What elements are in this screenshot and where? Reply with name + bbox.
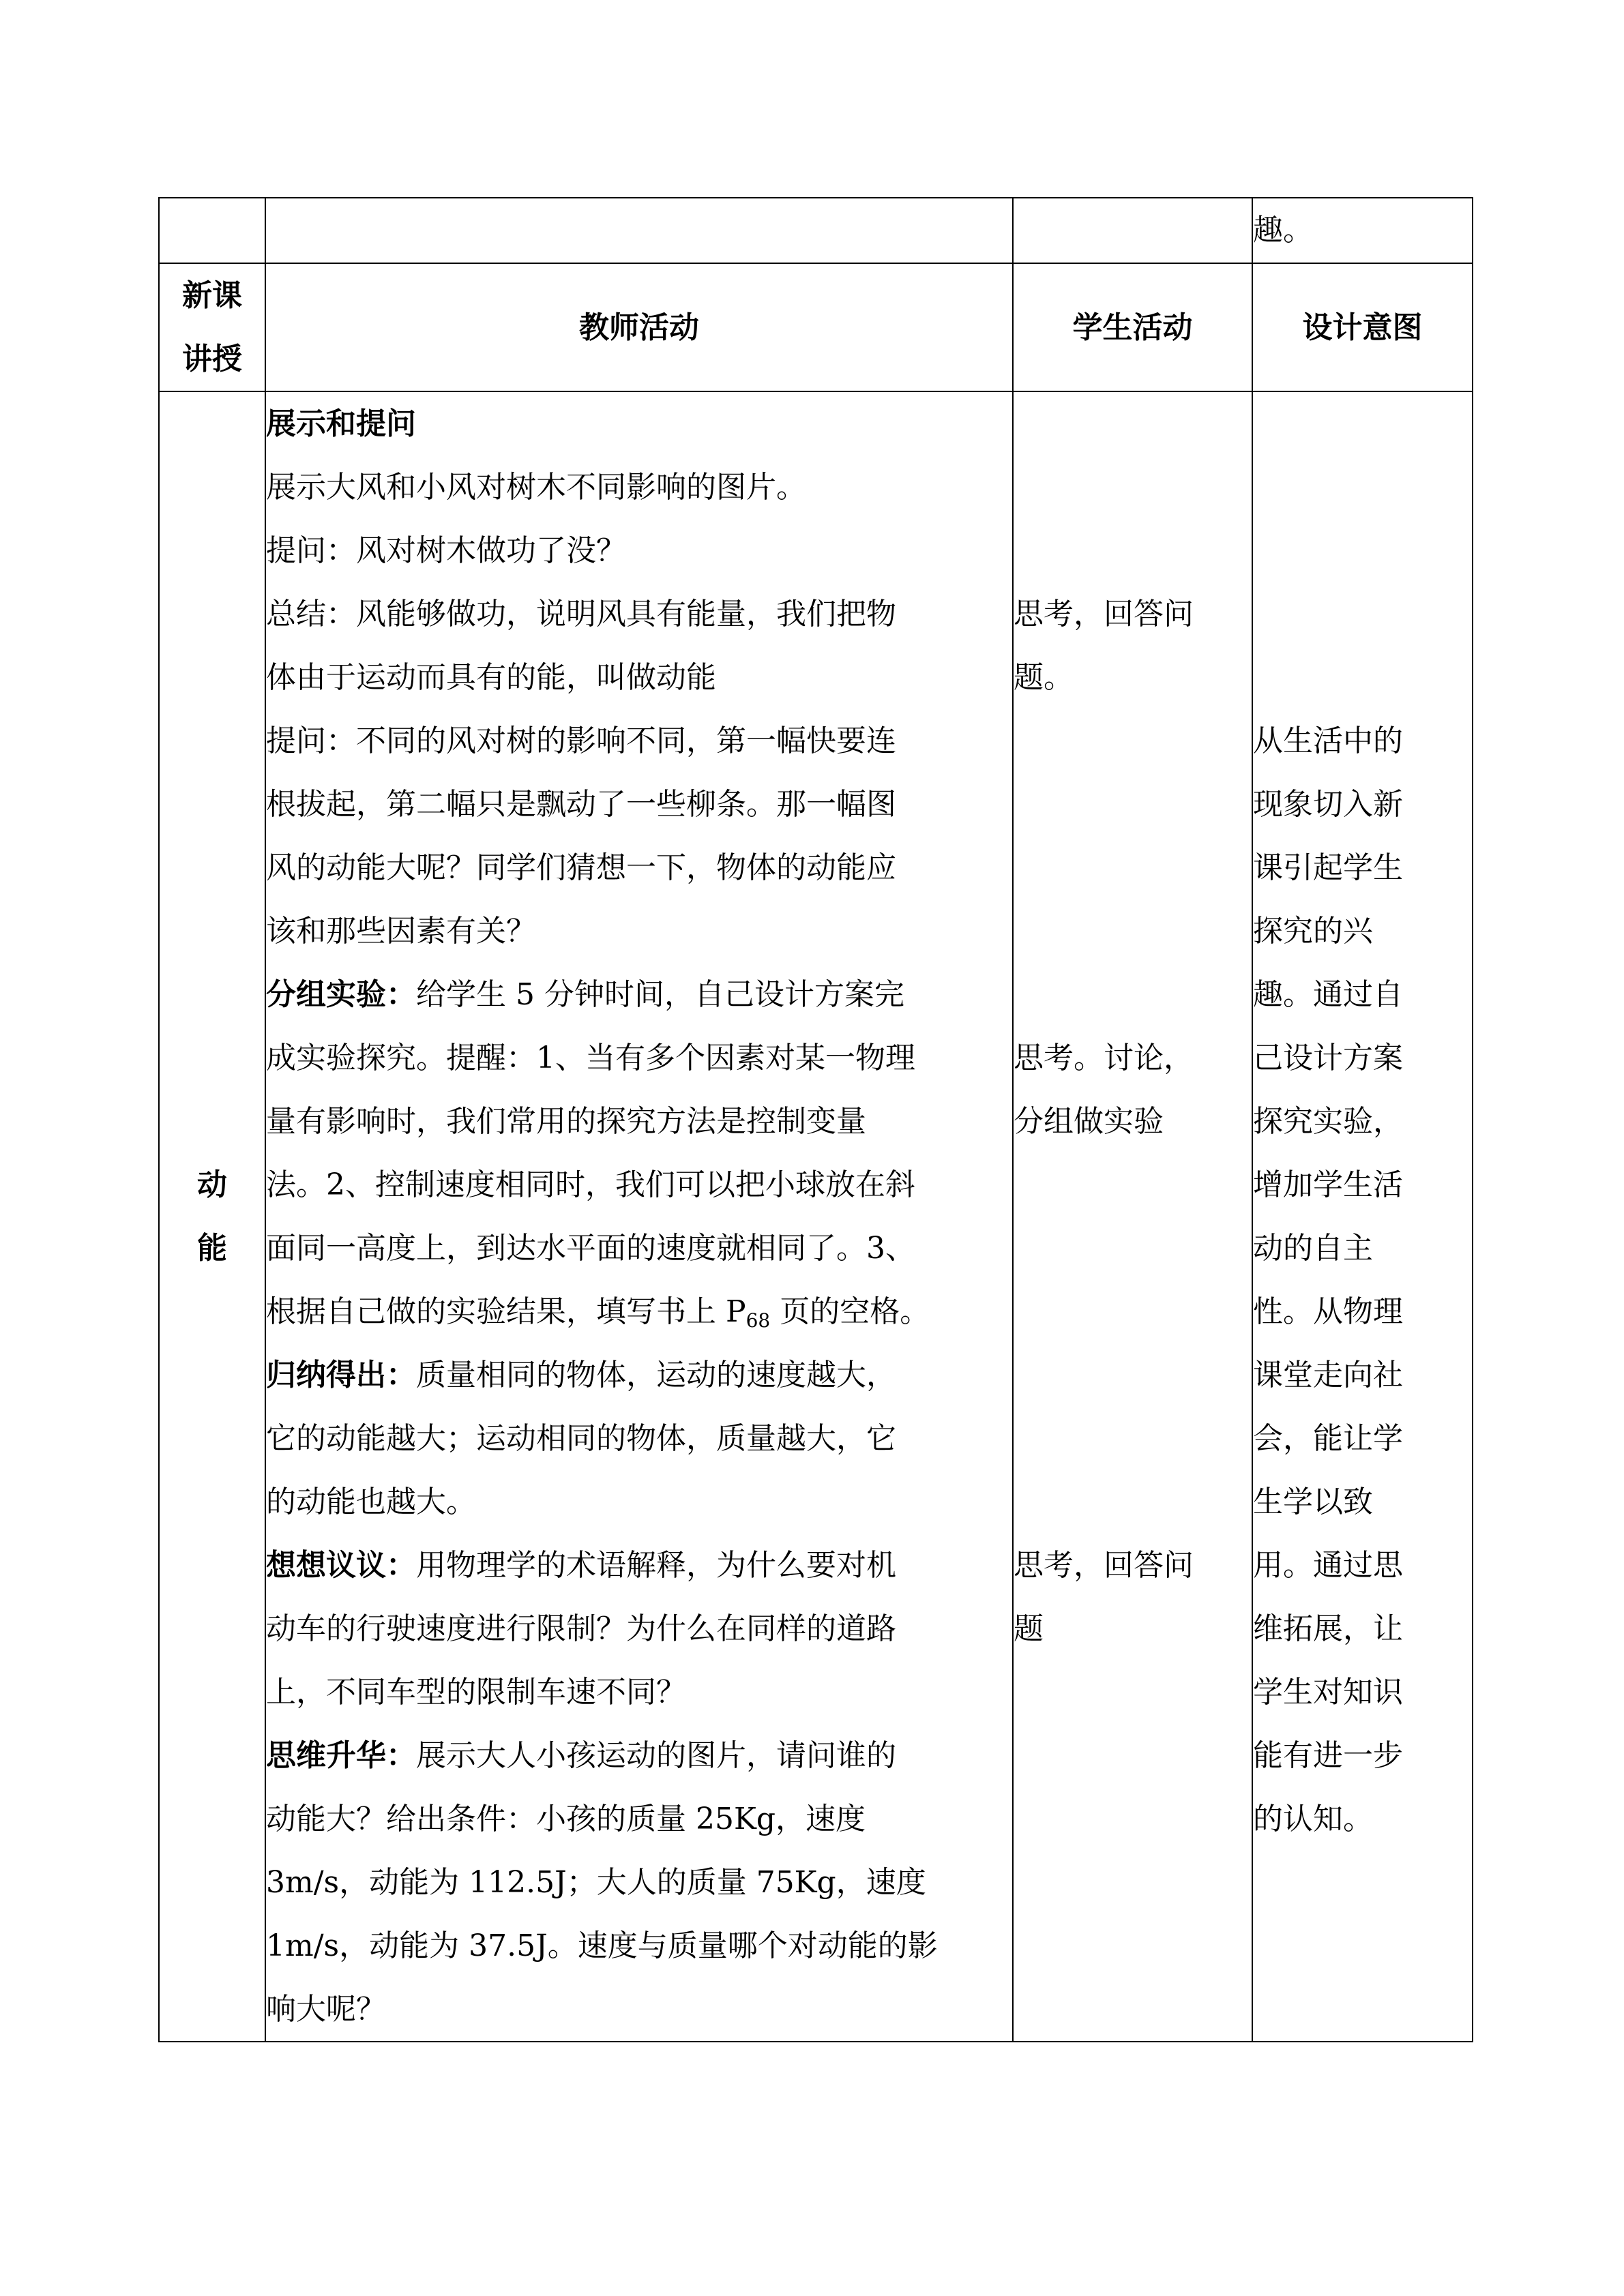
teacher-activity-header: 教师活动 xyxy=(265,263,1013,391)
section-header-line1: 新课 xyxy=(182,278,242,313)
topic-cell xyxy=(159,391,265,2042)
teacher-heading: 展示和提问 xyxy=(266,406,416,441)
group-experiment-label: 分组实验： xyxy=(266,977,416,1012)
lesson-plan-table xyxy=(158,197,1473,2042)
discussion-label: 想想议议： xyxy=(266,1548,416,1583)
design-intent-cell: 从生活中的 现象切入新 课引起学生 探究的兴 趣。通过自 己设计方案 探究实验， 增加学生活 动的自主 性。从物理 课堂走向社 会，能让学 生学以致 用。通过思 维拓展，让 学生对知识 能有进一步 的认知。 xyxy=(1252,391,1473,2042)
section-header-line2: 讲授 xyxy=(182,342,242,376)
empty-cell xyxy=(159,198,265,263)
empty-cell xyxy=(1013,198,1252,263)
thinking-label: 思维升华： xyxy=(266,1738,416,1773)
table-header-row xyxy=(159,263,1473,391)
design-intent-header: 设计意图 xyxy=(1252,263,1473,391)
section-header-cell xyxy=(159,263,265,391)
conclusion-label: 归纳得出： xyxy=(266,1358,416,1392)
topic-line2: 能 xyxy=(197,1231,227,1266)
table-row-kinetic-energy xyxy=(159,391,1473,2042)
teacher-activity-cell: 展示和提问 展示大风和小风对树木不同影响的图片。 提问：风对树木做功了没？ 总结：风能够做功，说明风具有能量，我们把物 体由于运动而具有的能，叫做动能 提问：不同的风对树的影响不同，第一幅快要连 根拔起，第二幅只是飘动了一些柳条。那一幅图 风的动能大呢？同学们猜想一下，物体的动能应 该和那些因素有关？ 分组实验：给学生 5 分钟时间，自己设计方案完 成实验探究。提醒：1、当有多个因素对某一物理 量有影响时，我们常用的探究方法是控制变量 法。2、控制速度相同时，我们可以把小球放在斜 面同一高度上，到达水平面的速度就相同了。3、 根据自己做的实验结果，填写书上 $P_{68}$ 页的空格。 归纳得出：质量相同的物体，运动的速度越大， 它的动能越大；运动相同的物体，质量越大，它 的动能也越大。 想想议议：用物理学的术语解释，为什么要对机 动车的行驶速度进行限制？为什么在同样的道路 上，不同车型的限制车速不同？ 思维升华：展示大人小孩运动的图片，请问谁的 动能大？给出条件：小孩的质量 25Kg，速度 3m/s，动能为 112.5J；大人的质量 75Kg，速度 1m/s，动能为 37.5J。速度与质量哪个对动能的影 响大呢？ xyxy=(265,391,1013,2042)
intent-continuation: 趣。 xyxy=(1252,198,1473,263)
table-row-continuation xyxy=(159,198,1473,263)
empty-cell xyxy=(265,198,1013,263)
topic-line1: 动 xyxy=(197,1167,227,1202)
student-activity-cell: 思考，回答问 题。 思考。讨论， 分组做实验 思考，回答问 题 xyxy=(1013,391,1252,2042)
student-activity-header: 学生活动 xyxy=(1013,263,1252,391)
